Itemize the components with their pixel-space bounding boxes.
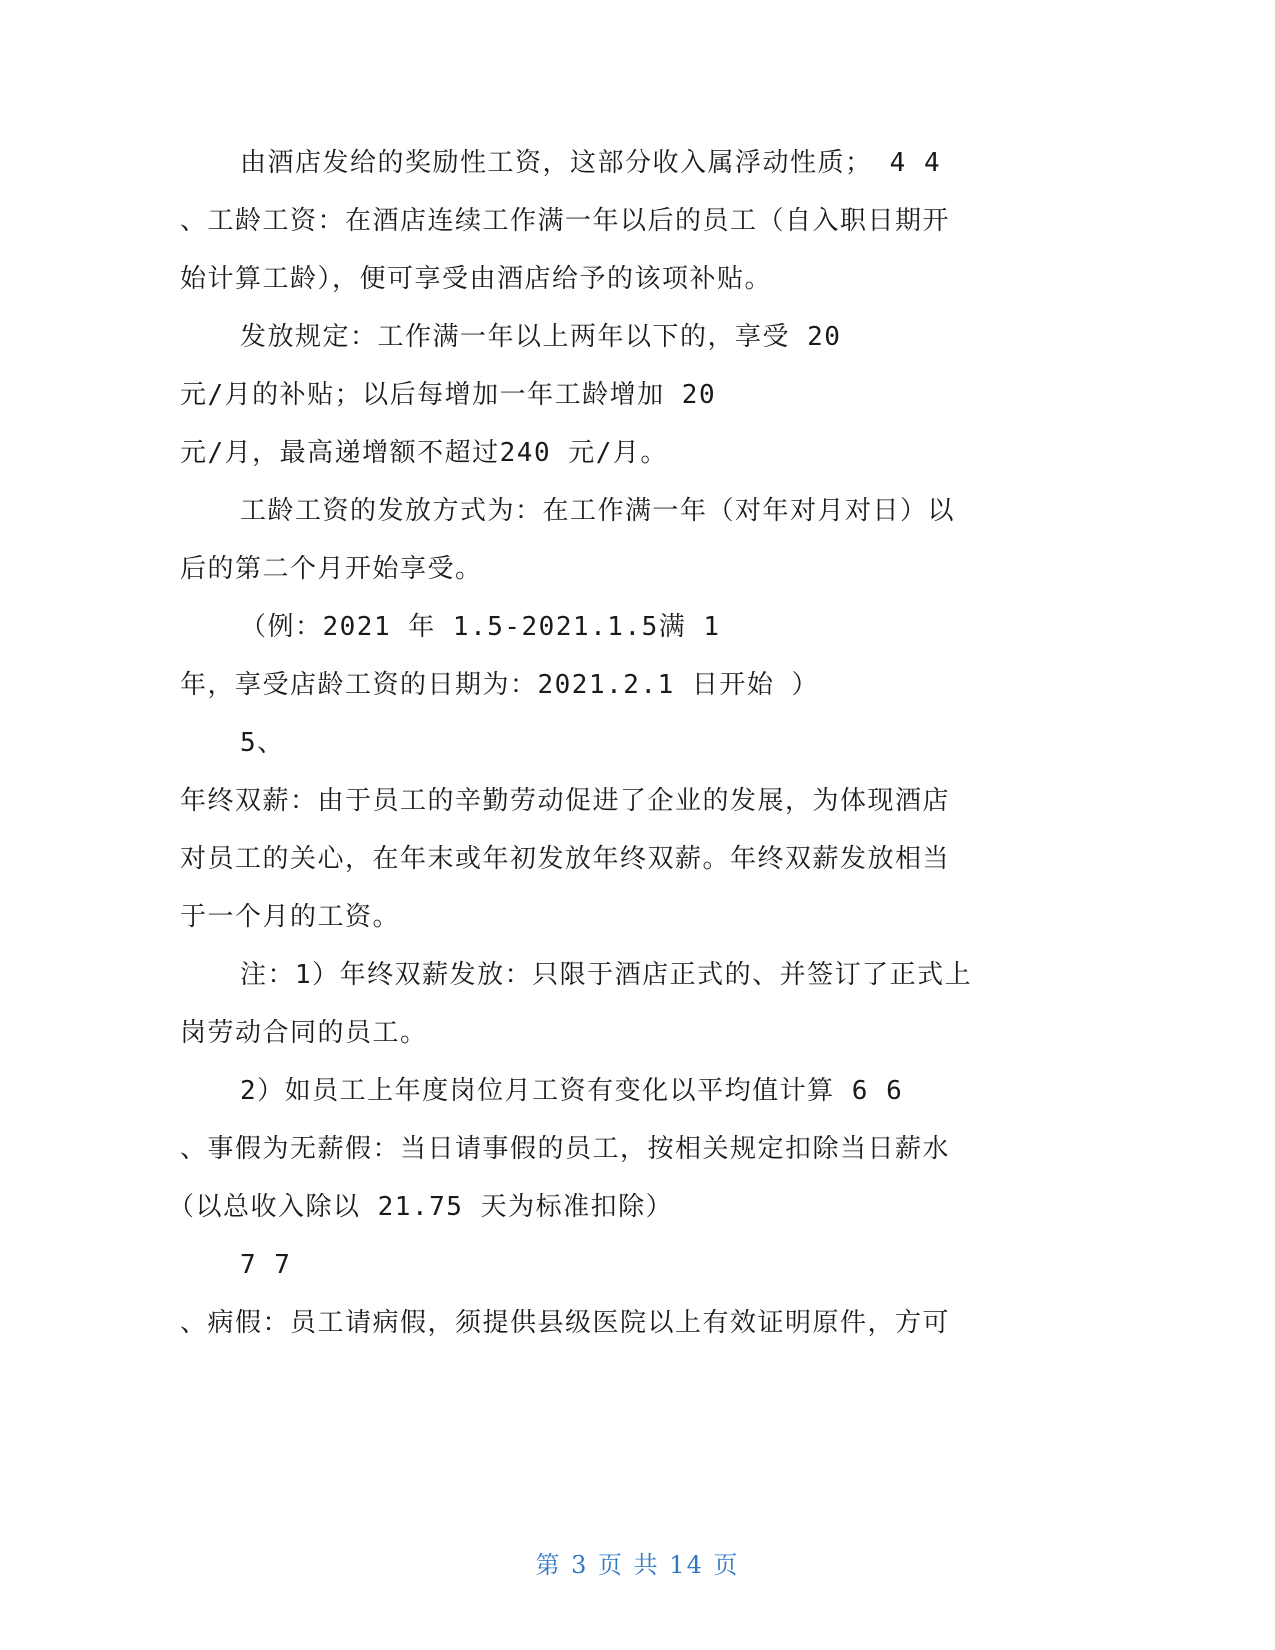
text-line: 年终双薪：由于员工的辛勤劳动促进了企业的发展，为体现酒店 xyxy=(180,786,951,816)
text-line: （以总收入除以 21.75 天为标准扣除） xyxy=(168,1192,674,1222)
text-line: 对员工的关心，在年末或年初发放年终双薪。年终双薪发放相当 xyxy=(180,844,951,874)
text-line: 2）如员工上年度岗位月工资有变化以平均值计算 6 6 xyxy=(240,1076,904,1106)
text-line: 岗劳动合同的员工。 xyxy=(180,1018,428,1048)
text-line: 后的第二个月开始享受。 xyxy=(180,554,483,584)
text-line: 年，享受店龄工资的日期为：2021.2.1 日开始 ） xyxy=(180,670,820,700)
text-line: 、工龄工资：在酒店连续工作满一年以后的员工（自入职日期开 xyxy=(180,206,951,236)
page-footer: 第 3 页 共 14 页 xyxy=(535,1551,740,1579)
section-number: 7 7 xyxy=(240,1250,292,1280)
text-line: 始计算工龄），便可享受由酒店给予的该项补贴。 xyxy=(180,264,773,294)
text-line: （例：2021 年 1.5-2021.1.5满 1 xyxy=(240,612,721,642)
section-number: 5、 xyxy=(240,728,285,758)
text-line: 发放规定：工作满一年以上两年以下的，享受 20 xyxy=(240,322,842,352)
text-line: 于一个月的工资。 xyxy=(180,902,401,932)
text-line: 元/月，最高递增额不超过240 元/月。 xyxy=(180,438,668,468)
text-line: 工龄工资的发放方式为：在工作满一年（对年对月对日）以 xyxy=(240,496,956,526)
text-line: 、病假：员工请病假，须提供县级医院以上有效证明原件，方可 xyxy=(180,1308,951,1338)
text-line: 、事假为无薪假：当日请事假的员工，按相关规定扣除当日薪水 xyxy=(180,1134,951,1164)
text-line: 注：1）年终双薪发放：只限于酒店正式的、并签订了正式上 xyxy=(240,960,973,990)
text-line: 由酒店发给的奖励性工资，这部分收入属浮动性质； 4 4 xyxy=(240,148,942,178)
text-line: 元/月的补贴；以后每增加一年工龄增加 20 xyxy=(180,380,717,410)
